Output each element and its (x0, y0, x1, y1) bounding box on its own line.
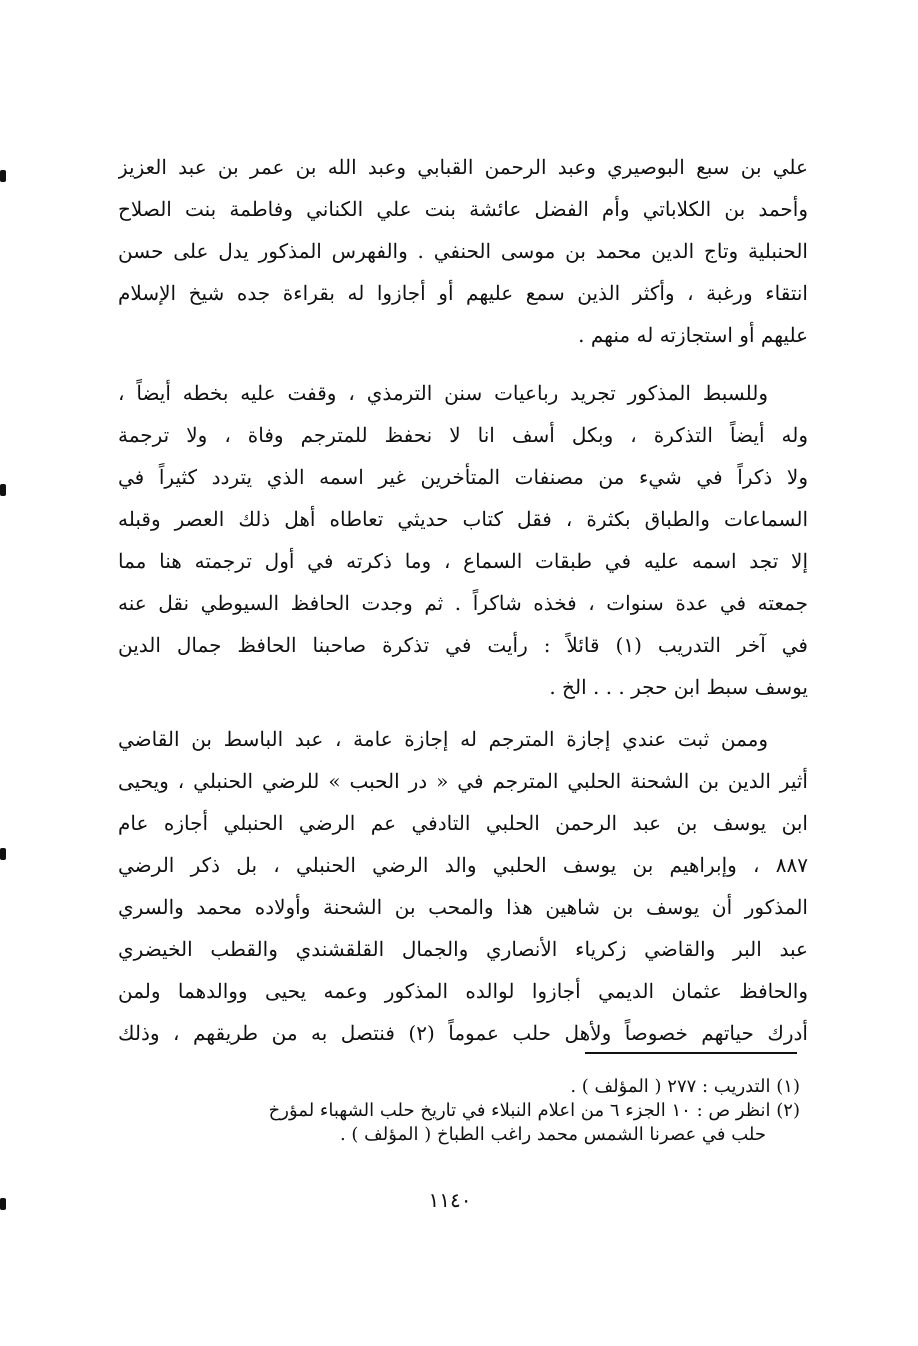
text-line: أثير الدين بن الشحنة الحلبي المترجم في « در الحبب » للرضي الحنبلي ، ويحيى (118, 769, 808, 793)
text-line: في آخر التدريب (١) قائلاً : رأيت في تذكرة صاحبنا الحافظ جمال الدين (118, 633, 808, 657)
text-line: جمعته في عدة سنوات ، فخذه شاكراً . ثم وجدت الحافظ السيوطي نقل عنه (118, 591, 808, 615)
text-line: يوسف سبط ابن حجر . . . الخ . (549, 675, 808, 699)
text-line: إلا تجد اسمه عليه في طبقات السماع ، وما ذكرته في أول ترجمته هنا مما (118, 549, 808, 573)
margin-mark (0, 170, 6, 182)
footnote-2-continuation: حلب في عصرنا الشمس محمد راغب الطباخ ( المؤلف ) . (339, 1124, 766, 1145)
paragraph-3 (118, 718, 808, 1054)
text-line: ابن يوسف بن عبد الرحمن الحلبي التادفي عم الرضي الحنبلي أجازه عام (118, 811, 808, 835)
text-line: الحنبلية وتاج الدين محمد بن موسى الحنفي . والفهرس المذكور يدل على حسن (118, 239, 808, 263)
paragraph-2 (118, 372, 808, 708)
footnote-1: (١) التدريب : ٢٧٧ ( المؤلف ) . (570, 1076, 800, 1097)
text-line: وللسبط المذكور تجريد رباعيات سنن الترمذي ، وقفت عليه بخطه أيضاً ، (118, 381, 768, 405)
paragraph-1 (118, 146, 808, 356)
text-line: ولا ذكراً في شيء من مصنفات المتأخرين غير اسمه الذي يتردد كثيراً في (118, 465, 808, 489)
text-line: وله أيضاً التذكرة ، وبكل أسف انا لا نحفظ للمترجم وفاة ، ولا ترجمة (118, 423, 808, 447)
footnotes (130, 1075, 800, 1147)
text-line: عليهم أو استجازته له منهم . (578, 323, 808, 347)
text-line: علي بن سبع البوصيري وعبد الرحمن القبابي وعبد الله بن عمر بن عبد العزيز (118, 155, 808, 179)
text-line: ٨٨٧ ، وإبراهيم بن يوسف الحلبي والد الرضي الحنبلي ، بل ذكر الرضي (118, 853, 808, 877)
text-line: والحافظ عثمان الديمي أجازوا لوالده المذكور وعمه يحيى ووالدهما ولمن (118, 979, 808, 1003)
text-line: أدرك حياتهم خصوصاً ولأهل حلب عموماً (٢) فنتصل به من طريقهم ، وذلك (118, 1021, 808, 1045)
page-number: ١١٤٠ (428, 1188, 472, 1212)
text-line: وممن ثبت عندي إجازة المترجم له إجازة عامة ، عبد الباسط بن القاضي (118, 727, 768, 751)
margin-mark (0, 848, 6, 860)
margin-mark (0, 1198, 6, 1210)
text-line: المذكور أن يوسف بن شاهين هذا والمحب بن الشحنة وأولاده محمد والسري (118, 895, 808, 919)
margin-mark (0, 484, 6, 496)
text-line: السماعات والطباق بكثرة ، فقل كتاب حديثي تعاطاه أهل ذلك العصر وقبله (118, 507, 808, 531)
text-line: وأحمد بن الكلاباتي وأم الفضل عائشة بنت علي الكناني وفاطمة بنت الصلاح (118, 197, 808, 221)
footnote-divider (585, 1052, 797, 1054)
footnote-2: (٢) انظر ص : ١٠ الجزء ٦ من اعلام النبلاء في تاريخ حلب الشهباء لمؤرخ (268, 1100, 800, 1121)
text-line: عبد البر والقاضي زكرياء الأنصاري والجمال القلقشندي والقطب الخيضري (118, 937, 808, 961)
text-line: انتقاء ورغبة ، وأكثر الذين سمع عليهم أو أجازوا له بقراءة جده شيخ الإسلام (118, 281, 808, 305)
